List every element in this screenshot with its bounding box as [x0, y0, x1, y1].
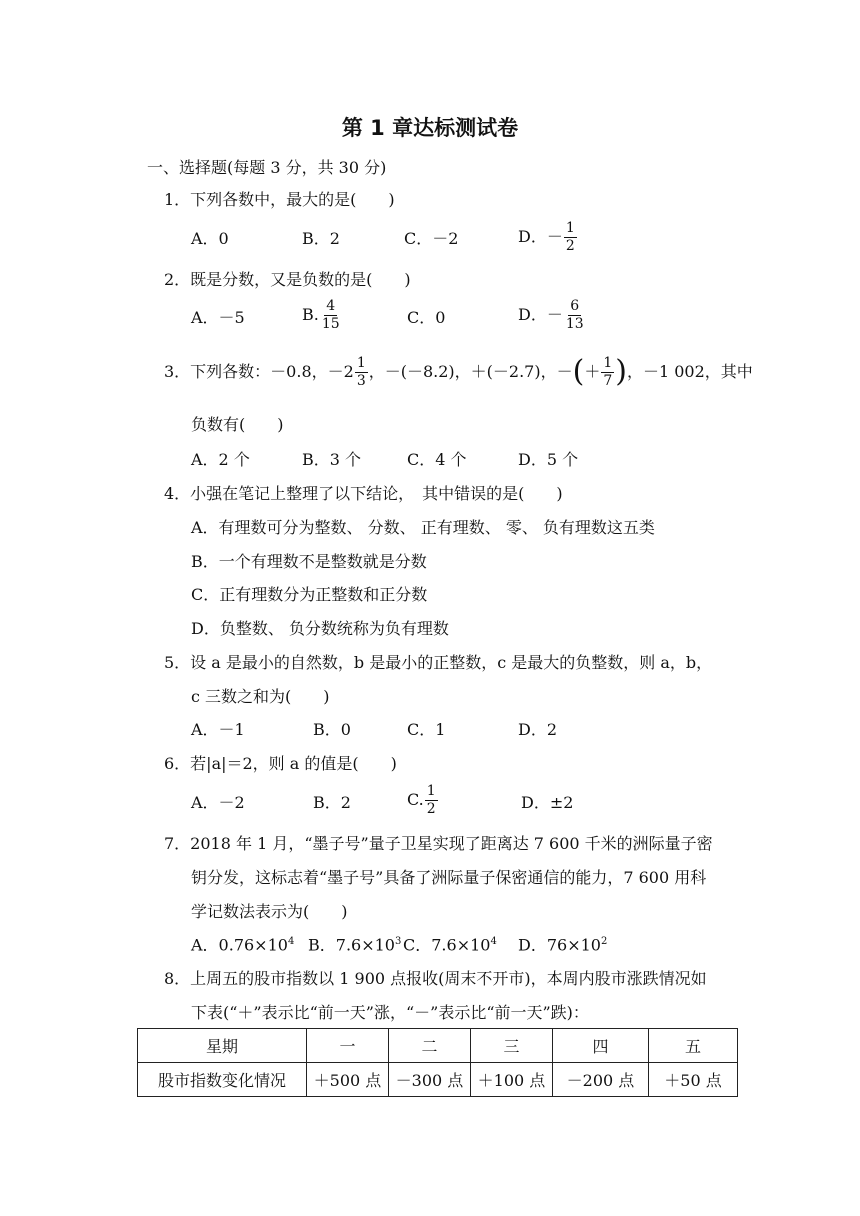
fraction-denominator: 7 [603, 372, 613, 389]
table-cell: ＋500 点 [307, 1063, 389, 1097]
table-header-cell: 二 [389, 1029, 471, 1063]
table-row [138, 1063, 738, 1097]
question-3-stem [164, 356, 753, 388]
table-cell: ＋100 点 [471, 1063, 553, 1097]
question-5-stem: 5．设 a 是最小的自然数，b 是最小的正整数，c 是最大的负整数，则 a，b， [164, 653, 713, 672]
q3-stem-end: ，－1 002，其中 [626, 362, 753, 382]
table-cell: 股市指数变化情况 [138, 1063, 307, 1097]
q7-option-a-base: A．0.76×10 [191, 935, 288, 955]
table-cell: ＋50 点 [649, 1063, 738, 1097]
question-6-stem: 6．若|a|＝2，则 a 的值是( ) [164, 754, 397, 773]
q3-stem-start: 3．下列各数：－0.8，－2 [164, 362, 354, 382]
q7-option-a-exponent: 4 [287, 936, 295, 947]
q2-option-d-fraction [564, 299, 586, 331]
fraction-numerator: 1 [565, 220, 575, 236]
q3-stem-mid: ，－(－8.2)，＋(－2.7)，－ [368, 362, 573, 382]
fraction-numerator: 1 [426, 783, 436, 799]
q7-option-b [308, 937, 401, 953]
fraction-numerator: 1 [356, 355, 366, 371]
q3-option-a: A．2 个 [191, 450, 250, 469]
q3-paren-fraction [601, 356, 614, 388]
q4-option-c: C．正有理数分为正整数和正分数 [191, 585, 428, 604]
q2-option-d [518, 299, 587, 331]
left-parenthesis: ( [572, 354, 585, 390]
q6-option-b: B．2 [313, 793, 351, 812]
fraction-numerator: 4 [326, 298, 336, 314]
q6-option-c-fraction [425, 784, 438, 816]
fraction-numerator: 6 [570, 298, 580, 314]
q7-option-d [518, 937, 607, 953]
q3-option-c: C．4 个 [407, 450, 467, 469]
question-2-stem: 2．既是分数，又是负数的是( ) [164, 270, 411, 289]
q2-option-c: C．0 [407, 308, 446, 327]
table-header-cell: 五 [649, 1029, 738, 1063]
table-header-cell: 一 [307, 1029, 389, 1063]
question-3-stem-line2: 负数有( ) [191, 415, 284, 434]
q4-option-d: D．负整数、 负分数统称为负有理数 [191, 619, 449, 638]
q6-option-a: A．－2 [191, 793, 245, 812]
q3-option-b: B．3 个 [302, 450, 362, 469]
q2-option-b-fraction [320, 299, 342, 331]
fraction-numerator: 1 [603, 355, 613, 371]
question-7-stem-line2: 钥分发，这标志着“墨子号”具备了洲际量子保密通信的能力，7 600 用科 [191, 868, 707, 887]
q1-option-b: B．2 [302, 229, 340, 248]
table-header-cell: 四 [553, 1029, 649, 1063]
q7-option-c-base: C．7.6×10 [403, 935, 491, 955]
q1-option-d-fraction [564, 221, 577, 253]
page-title: 第 1 章达标测试卷 [341, 116, 519, 140]
q1-option-d-label: D．－ [518, 227, 563, 247]
question-7-stem: 7．2018 年 1 月，“墨子号”量子卫星实现了距离达 7 600 千米的洲际量子密 [164, 834, 713, 853]
q3-mixed-fraction [355, 356, 368, 388]
q2-option-a: A．－5 [191, 308, 245, 327]
question-5-stem-line2: c 三数之和为( ) [191, 687, 330, 706]
table-cell: －300 点 [389, 1063, 471, 1097]
q1-option-d [518, 221, 578, 253]
q7-option-d-exponent: 2 [600, 936, 608, 947]
table-cell: －200 点 [553, 1063, 649, 1097]
section-heading: 一、选择题(每题 3 分，共 30 分) [147, 158, 387, 177]
fraction-denominator: 2 [426, 800, 436, 817]
q5-option-c: C．1 [407, 720, 446, 739]
q7-option-a [191, 937, 294, 953]
q6-option-d: D．±2 [521, 793, 574, 812]
q7-option-c-exponent: 4 [490, 936, 497, 947]
q4-option-b: B．一个有理数不是整数就是分数 [191, 552, 427, 571]
question-1-stem: 1．下列各数中，最大的是( ) [164, 190, 395, 209]
fraction-denominator: 2 [565, 237, 575, 254]
table-header-row [138, 1029, 738, 1063]
table-header-cell: 三 [471, 1029, 553, 1063]
fraction-denominator: 15 [321, 315, 340, 332]
q4-option-a: A．有理数可分为整数、 分数、 正有理数、 零、 负有理数这五类 [191, 518, 655, 537]
table-header-cell: 星期 [138, 1029, 307, 1063]
fraction-denominator: 3 [356, 372, 366, 389]
question-4-stem: 4．小强在笔记上整理了以下结论， 其中错误的是( ) [164, 484, 563, 503]
q7-option-b-base: B．7.6×10 [308, 935, 395, 955]
q5-option-d: D．2 [518, 720, 558, 739]
q1-option-a: A．0 [191, 229, 229, 248]
q2-option-b-label: B. [302, 305, 319, 325]
question-8-stem: 8．上周五的股市指数以 1 900 点报收(周末不开市)，本周内股市涨跌情况如 [164, 969, 707, 988]
q1-option-c: C．－2 [404, 229, 459, 248]
stock-index-table [137, 1028, 738, 1097]
q7-option-d-base: D．76×10 [518, 935, 601, 955]
q5-option-a: A．－1 [191, 720, 245, 739]
q5-option-b: B．0 [313, 720, 351, 739]
fraction-denominator: 13 [565, 315, 584, 332]
right-parenthesis: ) [615, 354, 627, 390]
q7-option-b-exponent: 3 [394, 936, 402, 947]
q2-option-d-label: D．－ [518, 305, 563, 325]
q3-option-d: D．5 个 [518, 450, 579, 469]
q2-option-b [302, 299, 343, 331]
q6-option-c-label: C. [407, 790, 424, 810]
question-8-stem-line2: 下表(“＋”表示比“前一天”涨，“－”表示比“前一天”跌)： [191, 1003, 589, 1022]
q7-option-c [403, 937, 497, 953]
question-7-stem-line3: 学记数法表示为( ) [191, 902, 348, 921]
q6-option-c [407, 784, 439, 816]
q3-plus-sign: ＋ [584, 362, 601, 382]
